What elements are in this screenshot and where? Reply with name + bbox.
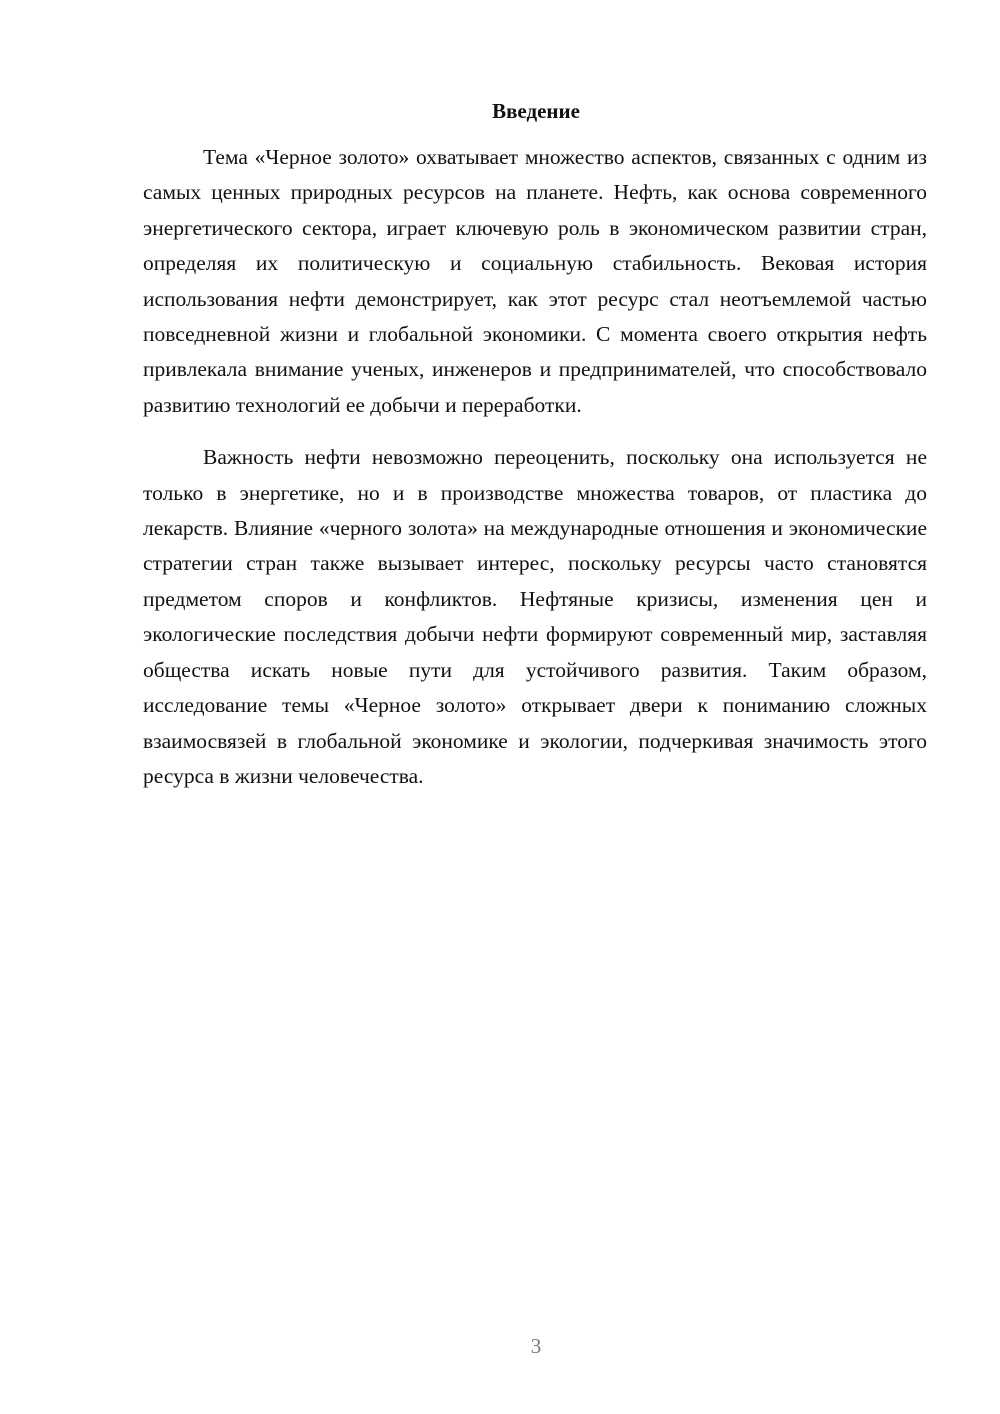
section-title: Введение — [492, 99, 580, 123]
paragraph-2: Важность нефти невозможно переоценить, поскольку она используется не только в энергетике, но и в производстве множества товаров, от пластика до лекарств. Влияние «черного золота» на международные отношения и экономические стратегии стран также вызывает интерес, поскольку ресурсы часто становятся предметом споров и конфликтов. Нефтяные кризисы, изменения цен и экологические последствия добычи нефти формируют современный мир, заставляя общества искать новые пути для устойчивого развития. Таким образом, исследование темы «Черное золото» открывает двери к пониманию сложных взаимосвязей в глобальной экономике и экологии, подчеркивая значимость этого ресурса в жизни человечества. — [143, 445, 927, 788]
paragraph-1: Тема «Черное золото» охватывает множество аспектов, связанных с одним из самых ценных природных ресурсов на планете. Нефть, как основа современного энергетического сектора, играет ключевую роль в экономическом развитии стран, определяя их политическую и социальную стабильность. Вековая история использования нефти демонстрирует, как этот ресурс стал неотъемлемой частью повседневной жизни и глобальной экономики. С момента своего открытия нефть привлекала внимание ученых, инженеров и предпринимателей, что способствовало развитию технологий ее добычи и переработки. — [143, 145, 927, 417]
page-content — [143, 96, 927, 794]
page-number: 3 — [530, 1334, 542, 1358]
